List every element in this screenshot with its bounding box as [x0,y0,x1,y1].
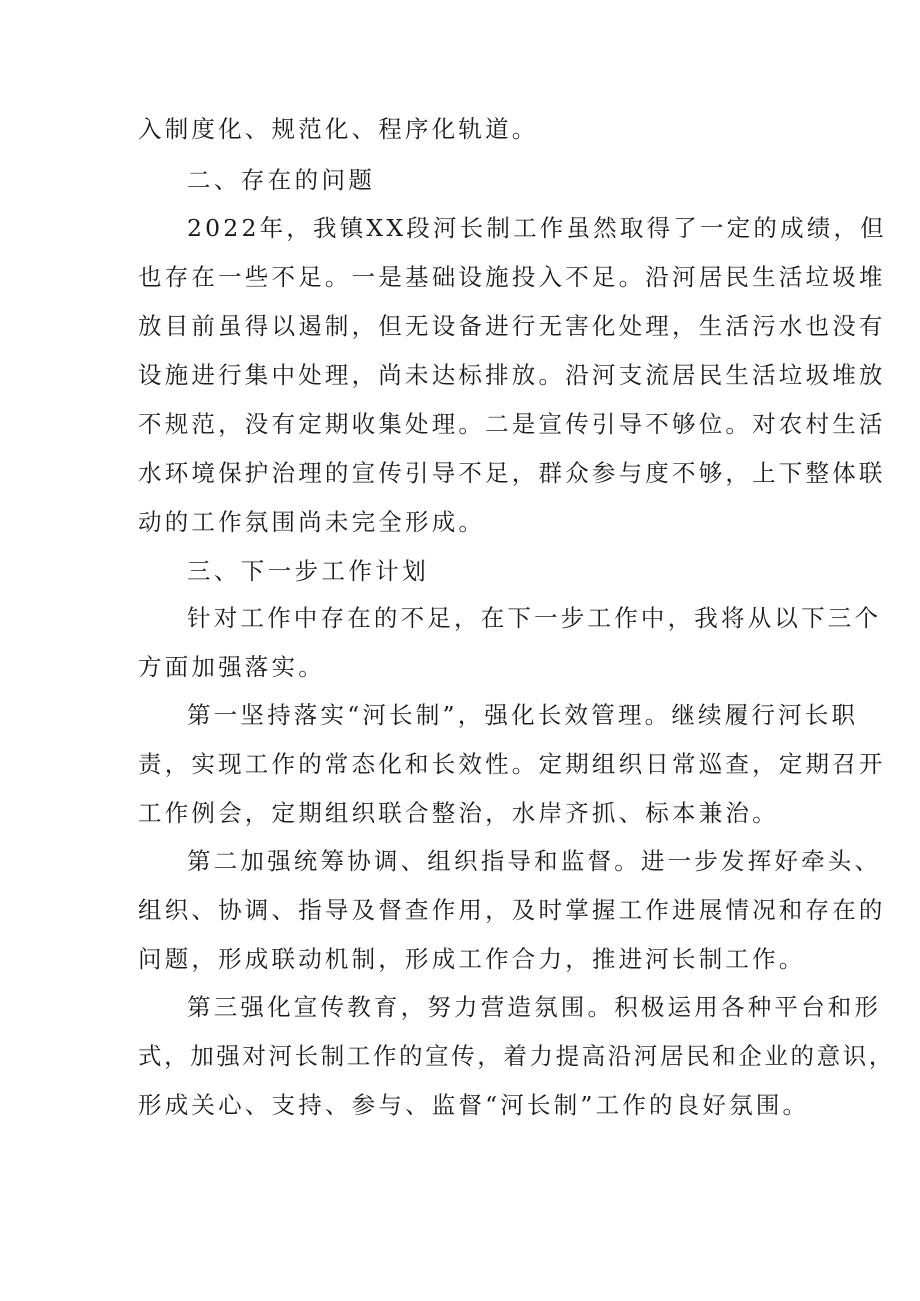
paragraph-line: 责，实现工作的常态化和长效性。定期组织日常巡查，定期召开 [138,750,886,778]
paragraph-line: 式，加强对河长制工作的宣传，着力提高沿河居民和企业的意识， [138,1042,895,1070]
paragraph-line: 不规范，没有定期收集处理。二是宣传引导不够位。对农村生活 [138,410,886,438]
paragraph-line: 放目前虽得以遏制，但无设备进行无害化处理，生活污水也没有 [138,312,886,340]
section-heading-next-steps: 三、下一步工作计划 [187,557,430,585]
paragraph-line: 形成关心、支持、参与、监督“河长制”工作的良好氛围。 [138,1091,810,1119]
section-heading-problems: 二、存在的问题 [187,166,376,194]
paragraph-line: 2022年，我镇XX段河长制工作虽然取得了一定的成绩，但 [187,214,887,242]
paragraph-line: 设施进行集中处理，尚未达标排放。沿河支流居民生活垃圾堆放 [138,361,886,389]
paragraph-line-continuation: 入制度化、规范化、程序化轨道。 [138,115,539,143]
paragraph-line: 针对工作中存在的不足，在下一步工作中，我将从以下三个 [187,604,882,632]
paragraph-line: 第三强化宣传教育，努力营造氛围。积极运用各种平台和形 [187,993,882,1021]
paragraph-line: 水环境保护治理的宣传引导不足，群众参与度不够，上下整体联 [138,459,886,487]
paragraph-line: 动的工作氛围尚未完全形成。 [138,508,486,536]
paragraph-line: 工作例会，定期组织联合整治，水岸齐抓、标本兼治。 [138,799,779,827]
paragraph-line: 方面加强落实。 [138,653,325,681]
paragraph-line: 组织、协调、指导及督查作用，及时掌握工作进展情况和存在的 [138,896,886,924]
paragraph-line: 第一坚持落实“河长制”，强化长效管理。继续履行河长职 [187,701,859,729]
paragraph-line: 问题，形成联动机制，形成工作合力，推进河长制工作。 [138,945,806,973]
paragraph-line: 也存在一些不足。一是基础设施投入不足。沿河居民生活垃圾堆 [138,263,886,291]
paragraph-line: 第二加强统筹协调、组织指导和监督。进一步发挥好牵头、 [187,847,882,875]
